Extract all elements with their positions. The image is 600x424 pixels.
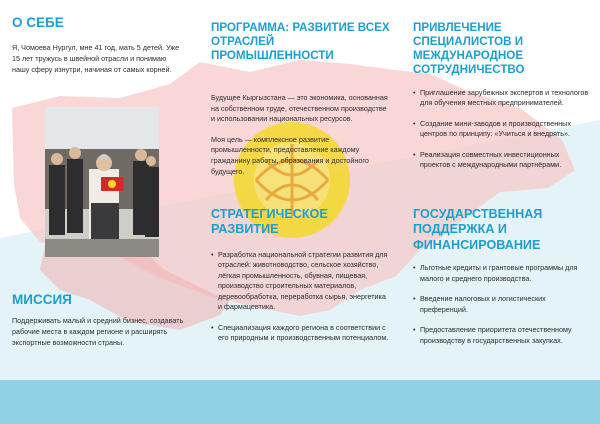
strategic-section [211,207,391,344]
program-section [211,21,391,177]
strategic-list [211,250,391,344]
about-title: О СЕБЕ [12,15,64,30]
strategic-title: СТРАТЕГИЧЕСКОЕ РАЗВИТИЕ [211,207,328,237]
support-section [413,207,591,346]
about-text: Я, Чомоева Нургул, мне 41 год, мать 5 детей. Уже 15 лет тружусь в швейной отрасли и понимаю нашу сферу изнутри, начиная от самых корней. [12,43,180,74]
list-item: • Приглашение зарубежных экспертов и технологов для обучения местных предпринимателей. [413,88,591,109]
program-para-2: Моя цель — комплексное развитие промышленности, предоставление каждому гражданину работы, образования и достойного будущего. [211,134,369,176]
about-section [12,15,190,75]
program-title: ПРОГРАММА: РАЗВИТИЕ ВСЕХ ОТРАСЛЕЙ ПРОМЫШЛЕННОСТИ [211,21,390,63]
mission-text: Поддерживать малый и средний бизнес, создавать рабочие места в каждом регионе и расширять экспортные возможности страны. [12,316,184,347]
bottom-band [0,380,600,424]
list-item: • Предоставление приоритета отечественному производству в государственных закупках. [413,325,591,346]
support-list [413,263,591,346]
list-item: • Льготные кредиты и грантовые программы для малого и среднего производства. [413,263,591,284]
support-title: ГОСУДАРСТВЕННАЯ ПОДДЕРЖКА И ФИНАНСИРОВАНИЕ [413,207,543,252]
mission-title: МИССИЯ [12,292,72,307]
mission-section [12,292,190,348]
specialists-section [413,21,591,171]
list-item: • Реализация совместных инвестиционных проектов с международными партнёрами. [413,150,591,171]
specialists-title: ПРИВЛЕЧЕНИЕ СПЕЦИАЛИСТОВ И МЕЖДУНАРОДНОЕ СОТРУДНИЧЕСТВО [413,21,525,77]
program-para-1: Будущее Кыргызстана — это экономика, основанная на собственном труде, отечественном производстве и использовании национальных ресурсов. [211,93,388,124]
list-item: • Разработка национальной стратегии развития для отраслей: животноводство, сельское хозяйство, лёгкая промышленность, обувная, пищевая, производство строительных материалов, деревообработка, переработка сырья, энергетика и фармацевтика. [211,250,391,313]
specialists-list [413,88,591,171]
list-item: • Введение налоговых и логистических преференций. [413,294,591,315]
list-item: • Специализация каждого региона в соответствии с его природным и производственным потенциалом. [211,323,391,344]
list-item: • Создание мини-заводов и производственных центров по принципу: «Учиться и внедрять». [413,119,591,140]
group-photo-placeholder [45,107,159,257]
